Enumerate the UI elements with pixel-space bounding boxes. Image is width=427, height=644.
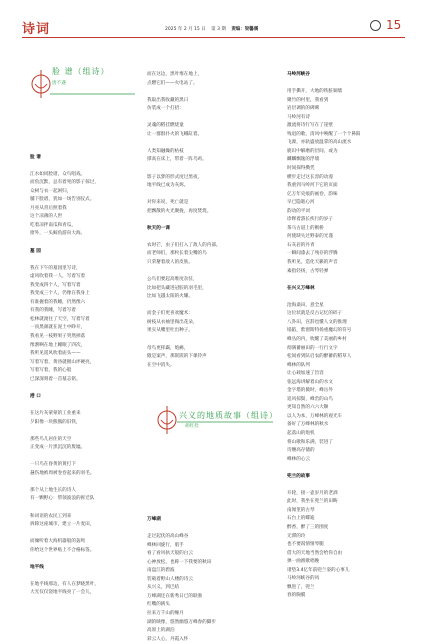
poem-line: 借大的天地当然会给你自由 [287, 550, 343, 556]
poem-title: 马岭河峡谷 [287, 72, 310, 77]
poem-line: 亿万年史痕的画卷，韵味 [287, 191, 338, 197]
poem-line: 将山歌和乐满，装进了 [287, 439, 333, 445]
poem-line: 时间探得攒凭 [287, 166, 315, 172]
poem-line: 韵动的平词 [287, 208, 310, 214]
blank-line [147, 525, 267, 534]
blank-line [30, 453, 145, 462]
poem-line: 塌陷，紫窗斯特扬重魔幻的符号 [287, 328, 352, 334]
poem-line: 鹿识中解磨的层间，或为 [287, 148, 338, 154]
page-header [0, 0, 427, 40]
poem-line: 素指轻扬，古琴轻弹 [287, 268, 329, 274]
poem-line: 激流将诗行写在了崖壁 [287, 123, 333, 129]
poem-line: 脯下脸谱，犹如一场告别仪式。 [30, 197, 95, 203]
poem-line: 走过起伏的高山峰谷 [147, 534, 189, 540]
blank-line [147, 88, 267, 97]
poem-line: 那个从上地生长的诗人 [30, 487, 76, 493]
poem-line: 点燃它们——火电站了。 [147, 80, 198, 86]
poem-line: 马岭河有诗 [287, 114, 310, 120]
column-1 [30, 145, 145, 598]
poem-line: 一顶黑颜就在泥土中睁开， [30, 325, 86, 331]
poem-line: 已深深刻着一首墓志铭。 [30, 376, 81, 382]
poem-line: 树枝从衣袖里掏出花朵， [147, 319, 198, 325]
poem-line: 我变成三个人，仍像在我身上 [30, 291, 90, 297]
poem-line: 横步走过这长容的动漫 [287, 174, 333, 180]
poem-line: 看了看风执天般的白云 [147, 551, 193, 557]
column-3 [287, 71, 407, 601]
poem-line: 果实从嘴里吐出种子。 [147, 328, 193, 334]
poem-line: 开轮，接一壶岁月的老酒 [287, 490, 338, 496]
poem-line: 把飘散的火光聚拢，再度焚烧。 [147, 208, 212, 214]
blank-line [147, 165, 267, 174]
blank-line [30, 572, 145, 581]
poem-line: 窗外，一头鲸鱼游向大海。 [30, 231, 86, 237]
article-title-block-2 [155, 400, 278, 455]
poem-line: 吃着凉拌南瓜和青瓜， [30, 222, 76, 228]
poem-line: 比如把头藏进冠胶的羽毛里， [147, 285, 207, 291]
poem-line: 大光仅仅饶地平线亮了一会儿， [30, 590, 95, 596]
article-author: 胡红拴 [185, 424, 199, 429]
poem-line: 在空中消失。 [147, 362, 175, 368]
poem-line: 峰林的心云 [287, 456, 310, 462]
blank-line [30, 427, 145, 436]
poem-line: 影子以梦的形式度过黑夜， [147, 174, 203, 180]
poem-line: 悬伤地被周被卷卷起来的羽毛。 [30, 470, 95, 476]
poem-title: 在兴义万峰林 [287, 285, 315, 291]
poem-line: 诸垫3.4亿年前兜兰姿的心事儿 [287, 567, 350, 573]
poem-line: 写着写着，黄昏就拥山坪硬亮， [30, 359, 95, 365]
poem-line: 而金子们更喜欢魔术： [147, 311, 193, 317]
poem-line: 月亮从背后照着我 [30, 205, 67, 211]
blank-line [30, 384, 145, 393]
poem-line: 春的胸膜 [287, 593, 306, 599]
blank-line [147, 191, 267, 200]
blank-line [30, 162, 145, 171]
poem-line: 茶马古道上的断桥 [287, 225, 324, 231]
blank-line [30, 256, 145, 265]
poem-line: 这个凉薄的人世 [30, 214, 63, 220]
poem-line: 岩层调的的碑碑 [287, 106, 320, 112]
blank-line [30, 530, 145, 539]
poem-line: 夕阳像一块熊熊的旧铁， [30, 419, 81, 425]
poem-line: 追风掠鬓，峰峦的山鸟 [287, 396, 333, 402]
poem-line: 我变成四个人，写着写着 [30, 282, 81, 288]
blank-line [147, 336, 267, 345]
poem-line: 万峰湖还在新秀日已的联颁 [147, 593, 203, 599]
poem-line: 飞瀑，亦轨盛放温掌的高山流水 [287, 140, 352, 146]
poem-line: 我听见，造化天籁的声音 [287, 260, 338, 266]
article-title: 兴义的地质故事（组诗） [179, 411, 278, 420]
poem-line: 备好了万峰林的秋水 [287, 422, 329, 428]
poem-line: 麟麟飘逸的浮墙 [287, 157, 320, 163]
swirl-ornament-icon [155, 400, 280, 455]
poem-line: 何使缺失过野泰的光谨 [287, 234, 333, 240]
poem-line: 我取出我收藏的黑日 [147, 97, 189, 103]
poem-line: 写着写着，我的心般 [30, 368, 72, 374]
circle-icon [370, 20, 381, 31]
poem-line: 更知自然的六六大顺 [287, 405, 329, 411]
poem-line: 母鸟更挥霸，炮痛， [147, 345, 189, 351]
poem-line: 峰林的队列 [287, 362, 310, 368]
poem-line: 湖的映像，悠然幽悠万峰春的脚步 [147, 619, 216, 625]
poem-line: 彩云人心，丹霞入怀 [147, 636, 189, 642]
blank-line [147, 233, 267, 242]
poem-line: 地平线已成为灰烬。 [147, 183, 189, 189]
poem-line: 而鱼沉默，总有着死的影子掠过， [30, 180, 99, 186]
poem-line: 众树与衣一起闲归， [30, 188, 72, 194]
poem-line: 起落山的炮机 [287, 430, 315, 436]
poem-line: 残退的歌，清风中唤醒了一个个鼻阳 [287, 131, 361, 137]
blank-line [30, 239, 145, 248]
column-2-top [147, 71, 267, 370]
blank-line [287, 481, 407, 490]
poem-line: 这位状就是反古记忆的碎子 [287, 311, 343, 317]
poem-line: 有我的我睡，写着写着 [30, 308, 76, 314]
issue-date: 2025 年 2 月 15 日 [165, 27, 206, 32]
poem-line: 有一颗野心：带领波浪的拆迁队 [30, 496, 95, 502]
poem-line: 用手撕开，大地的铁脏铜墙 [287, 89, 343, 95]
poem-line: 人类知融燥的枯枝 [147, 148, 184, 154]
poem-title: 兜兰的故事 [287, 473, 310, 479]
poem-line: 虚风吹着我一人，写着写着 [30, 274, 86, 280]
poem-line: 弹一曲渔歌唱晚 [287, 559, 320, 565]
blank-line [287, 464, 407, 473]
poem-line: 傲是案声，那嵌嵌的下课铃声 [147, 354, 207, 360]
poem-line: 你给这个世界贴上不合格标签。 [30, 547, 95, 553]
blank-line [147, 114, 267, 123]
poem-line: 金字塔的微时，峰岳外 [287, 388, 333, 394]
poem-line: 也不要渴情情琴腿 [287, 542, 324, 548]
poem-line: 正变成一片黑沉沉的废墟。 [30, 445, 86, 451]
blank-line [30, 555, 145, 564]
poem-line: 我重到马岭河下它的页面 [287, 183, 338, 189]
editor-credit: 责编：梁馨儒 [231, 27, 259, 32]
header-rule [22, 37, 405, 38]
poem-line: 从兴义，到巴结 [147, 585, 180, 591]
poem-line: 拆除这座城市，建立一片麦田， [30, 522, 95, 528]
blank-line [287, 276, 407, 285]
poem-line: 石台上的蝶迪 [287, 516, 315, 522]
poem-line: 聚竹的村里，我看到 [287, 97, 329, 103]
poem-line: 张远海讲解着山的水文 [287, 379, 333, 385]
poem-line: 早已隐逝心河 [287, 200, 315, 206]
poem-line: 诊释着游长疾行的岁子 [287, 217, 333, 223]
newspaper-logo: 诗词 [22, 22, 51, 37]
column-2-bottom [147, 516, 267, 644]
poem-line: 拉来万千山的缠月 [147, 611, 184, 617]
poem-line: 石灰岩的丹青 [287, 242, 315, 248]
poem-line: 松林就渡往了天空，写着写着 [30, 316, 90, 322]
poem-line: 而在这边，黑叶堆在地上， [147, 72, 203, 77]
poem-line: 峰丛的内，吹醒了美丽的乡村 [287, 336, 347, 342]
poem-line: 让一群群扑火的飞蛾缸着。 [147, 131, 203, 137]
poem-line: 那些鸟儿居住的天空 [30, 436, 72, 442]
poem-line: 装载着野山人楼的诗云 [147, 576, 193, 582]
article-title-block-1 [30, 62, 140, 132]
poem-title: 万峰湖 [147, 517, 161, 522]
poem-line: 一只鸟在昏黄的黄打下 [30, 462, 76, 468]
blank-line [287, 80, 407, 89]
poem-line: 在地平线那边，有人在梦晓黑叶， [30, 581, 99, 587]
page-number: 15 [386, 18, 402, 32]
article-title: 脸 谱（组诗） [52, 67, 110, 76]
poem-line: 农时芒，虫子们打入了敌人的内部。 [147, 242, 221, 248]
poem-line: 我在下午的墓园里写诗， [30, 265, 81, 271]
poem-line: 对你来说，死亡就是 [147, 200, 189, 206]
poem-line: 松间看到队启农的醉蓄的稻草人 [287, 354, 352, 360]
poem-title: 脸 谱 [30, 154, 41, 160]
poem-line: 公鸟们要起高堆度杂驻， [147, 277, 198, 283]
poem-line: 八卦田，宫辞也懂人文的推理 [287, 319, 347, 325]
poem-line: 江水如同脸谱，众鸟唱戏。 [30, 171, 86, 177]
poem-line: 我看见一枝野果子突然掉落 [30, 334, 86, 340]
poem-title: 秋天的一课 [147, 225, 170, 231]
poem-line: 此时，我坐在兜兰的田畴 [287, 499, 338, 505]
poem-line: 让心载加速了旨容 [287, 371, 324, 377]
poem-line: 无滞的玲 [287, 533, 306, 539]
poem-line: 有谁握着的我睡，仍然像六 [30, 299, 86, 305]
poem-line: 峰林回旋行，肌手 [147, 542, 184, 548]
poem-line: 南盘江的碧波 [147, 568, 175, 574]
article-author: 唐不遇 [52, 81, 66, 86]
poem-line: 像割啊在地上睡眠了四次， [30, 342, 86, 348]
blank-line [30, 401, 145, 410]
poem-line: 心神放松，也称一下我要的秋田 [147, 559, 212, 565]
poem-line: 而老师们，那枚长着尖嘴的鸟 [147, 251, 207, 257]
poem-line: 飘进了，兜兰 [287, 584, 315, 590]
blank-line [30, 478, 145, 487]
poem-line: 马岭河峡谷的风 [287, 576, 320, 582]
dateline [165, 26, 262, 32]
poem-line: 比如飞越太阳的火耀。 [147, 294, 193, 300]
blank-line [147, 268, 267, 277]
poem-line: 我听见遥风吹着庙头—— [30, 351, 81, 357]
poem-line: 彻满蓄丽田的一行行文字 [287, 345, 338, 351]
poem-title: 墓 园 [30, 248, 41, 254]
poem-line: 只荣掰着敌人的皮肤。 [147, 260, 193, 266]
poem-line: 灵魂的稻挂燃烧童 [147, 123, 184, 129]
poem-line: 撑高在床上，带着一阵乌鸡。 [147, 157, 207, 163]
poem-line: 醉香，醉了三的围度 [287, 524, 329, 530]
blank-line [147, 139, 267, 148]
issue-number: 第 3 期 [211, 27, 226, 32]
poem-title: 地平线 [30, 564, 44, 570]
poem-line: 仿装成一个打招： [147, 106, 184, 112]
blank-line [30, 504, 145, 513]
poem-line: 以人为本，万峰林的观光车 [287, 413, 343, 419]
blank-line [30, 145, 145, 154]
poem-line: 在这片灰蒙蒙的工业重来 [30, 410, 81, 416]
poem-line: 南闻里的古琴 [287, 507, 315, 513]
poem-line: 红嘴的鸥头 [147, 602, 170, 608]
poem-line: 高原上的湖泊 [147, 628, 175, 634]
blank-line [147, 216, 267, 225]
poem-line: 诗腰高存储的 [287, 448, 315, 454]
poem-line: 和词语的农民工到来 [30, 513, 72, 519]
poem-line: 一瞬间漆去了残存的浮腾 [287, 251, 338, 257]
poem-line: 而倾听着大海机器般的轰鸣 [30, 539, 86, 545]
poem-line: 沧海桑田，意全星 [287, 302, 324, 308]
blank-line [287, 293, 407, 302]
poem-title: 港 口 [30, 393, 41, 399]
blank-line [147, 302, 267, 311]
